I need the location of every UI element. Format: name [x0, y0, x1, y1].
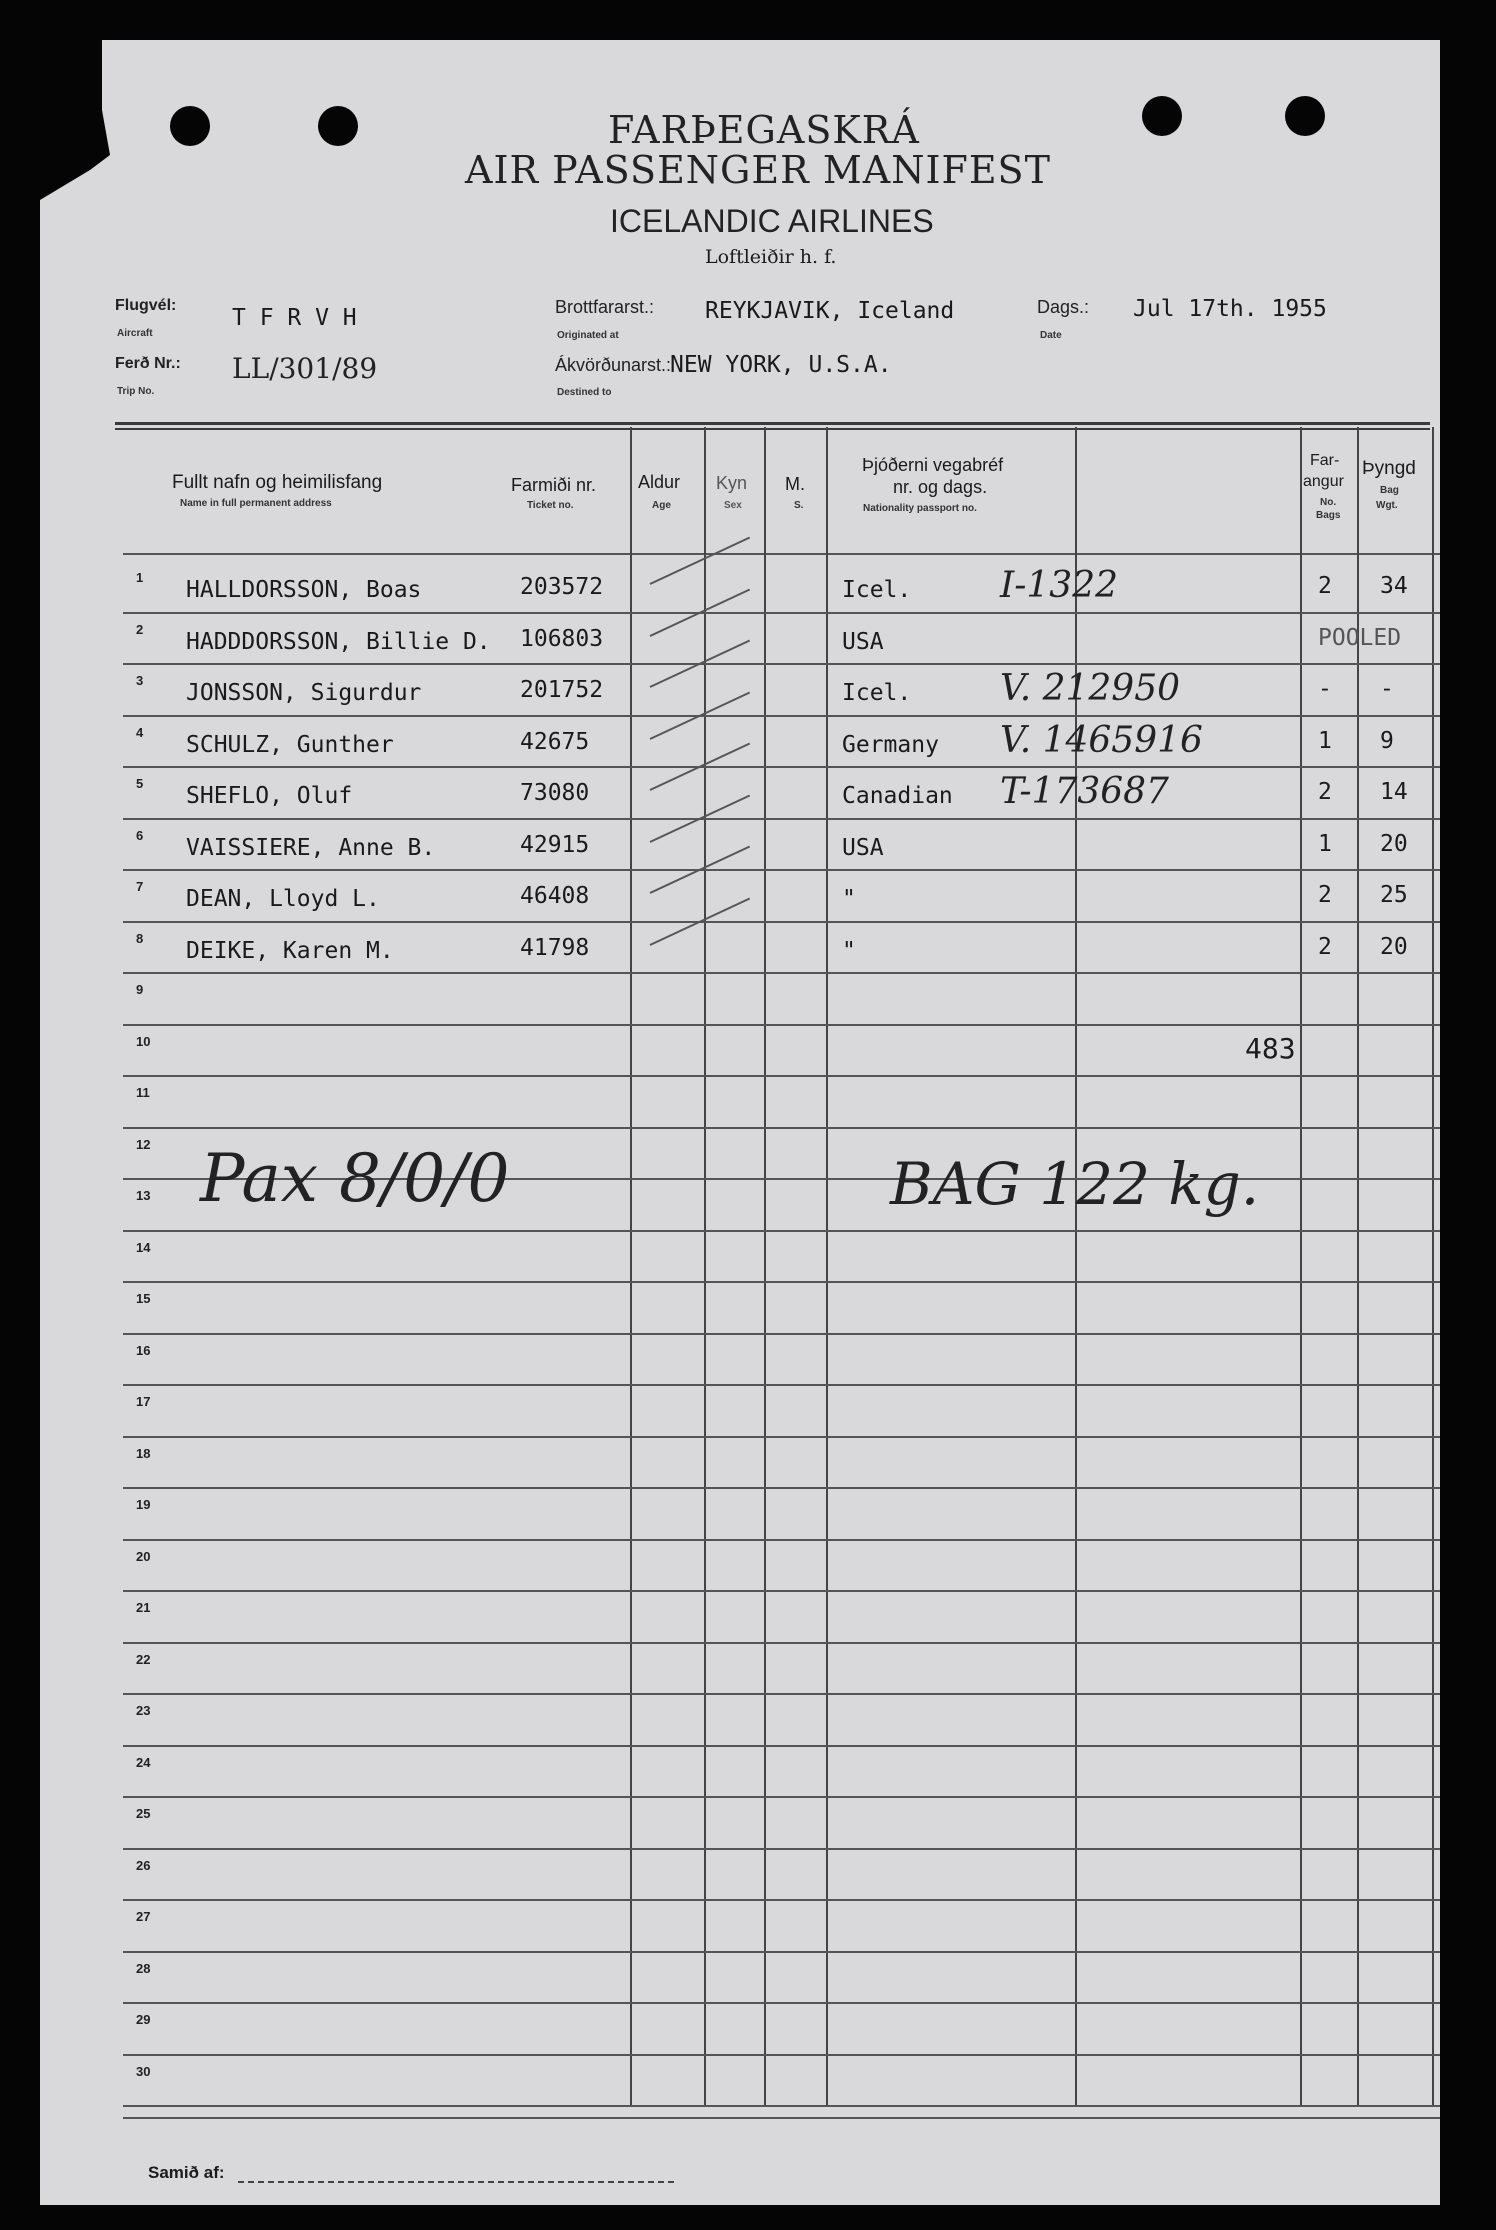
bag-count: 2: [1318, 933, 1332, 960]
row-number: 11: [136, 1085, 150, 1100]
bag-count: 2: [1318, 779, 1332, 805]
row-number: 7: [136, 879, 144, 894]
title-icelandic: FARÞEGASKRÁ: [608, 108, 920, 152]
col-weight-sub: Bag: [1380, 485, 1399, 496]
dest-label: Ákvörðunarst.:: [555, 355, 672, 375]
bag-count: 2: [1318, 882, 1332, 908]
row-rule: [123, 2054, 1440, 2056]
column-divider: [764, 427, 766, 2107]
row-rule: [123, 2002, 1440, 2004]
bag-weight: 9: [1380, 727, 1394, 754]
bag-weight: 25: [1380, 882, 1408, 908]
row-rule: [123, 1127, 1440, 1129]
row-number: 15: [136, 1291, 151, 1306]
ticket-number: 106803: [520, 625, 604, 652]
col-ticket-sub: Ticket no.: [527, 500, 574, 511]
row-rule: [123, 1693, 1440, 1695]
row-number: 14: [136, 1239, 151, 1255]
bag-weight: 14: [1380, 779, 1408, 805]
bag-weight: -: [1380, 676, 1394, 702]
col-name-sub: Name in full permanent address: [180, 498, 332, 509]
row-number: 9: [136, 982, 144, 997]
row-rule: [123, 715, 1440, 717]
col-bags-2: angur: [1303, 473, 1344, 490]
bag-weight-annotation: BAG 122 kg.: [890, 1150, 1260, 1218]
row-number: 3: [136, 673, 144, 688]
column-divider: [1357, 427, 1359, 2107]
row-number: 5: [136, 776, 144, 791]
pooled-mark: POOLED: [1318, 624, 1402, 651]
nationality: USA: [842, 834, 884, 861]
passenger-name: DEIKE, Karen M.: [186, 937, 394, 964]
row-rule: [123, 1848, 1440, 1850]
col-name: Fullt nafn og heimilisfang: [172, 472, 383, 493]
ticket-number: 41798: [520, 934, 590, 961]
trip-sub: Trip No.: [117, 386, 155, 397]
col-bags-sub-2: Bags: [1316, 510, 1341, 521]
dest-value: NEW YORK, U.S.A.: [670, 352, 892, 378]
row-rule: [123, 663, 1440, 665]
row-rule: [123, 2117, 1440, 2119]
row-rule: [123, 1075, 1440, 1077]
row-number: 23: [136, 1703, 151, 1718]
row-rule: [123, 612, 1440, 614]
passenger-name: HADDDORSSON, Billie D.: [186, 628, 491, 655]
airline-name: ICELANDIC AIRLINES: [610, 203, 934, 239]
row-number: 26: [136, 1857, 151, 1873]
passenger-name: VAISSIERE, Anne B.: [186, 834, 436, 861]
row-rule: [123, 869, 1440, 871]
nationality: Canadian: [842, 783, 953, 809]
origin-label: Brottfararst.:: [555, 297, 655, 317]
passport-number: T-173687: [1000, 771, 1169, 812]
passenger-name: JONSSON, Sigurdur: [186, 680, 422, 706]
col-age: Aldur: [638, 472, 681, 492]
row-number: 18: [136, 1445, 151, 1461]
row-rule: [123, 766, 1440, 768]
row-rule: [123, 1024, 1440, 1026]
trip-label: Ferð Nr.:: [115, 355, 181, 372]
row-rule: [123, 1487, 1440, 1489]
aircraft-label: Flugvél:: [115, 297, 177, 314]
row-rule: [123, 1951, 1440, 1953]
row-number: 17: [136, 1394, 151, 1409]
row-rule: [123, 1281, 1440, 1283]
col-age-sub: Age: [652, 500, 671, 511]
row-rule: [123, 1436, 1440, 1438]
row-number: 24: [136, 1754, 151, 1770]
column-divider: [630, 427, 632, 2107]
header-bottom-rule: [123, 553, 1440, 555]
total-number: 483: [1245, 1032, 1296, 1065]
col-nationality-2: nr. og dags.: [893, 477, 988, 497]
nationality: Germany: [842, 731, 939, 758]
origin-sub: Originated at: [557, 330, 619, 341]
signature-line: [238, 2181, 674, 2183]
bag-weight: 20: [1380, 933, 1408, 960]
col-nationality-sub: Nationality passport no.: [863, 503, 977, 514]
punch-hole: [318, 106, 358, 146]
punch-hole: [170, 106, 210, 146]
passenger-name: DEAN, Lloyd L.: [186, 886, 380, 912]
row-rule: [123, 818, 1440, 820]
row-rule: [123, 1539, 1440, 1541]
col-sex-sub: Sex: [724, 500, 742, 511]
nationality: ": [842, 937, 856, 964]
bag-weight: 34: [1380, 573, 1408, 599]
col-bags-sub: No.: [1320, 497, 1337, 508]
row-rule: [123, 1333, 1440, 1335]
pax-count-annotation: Pax 8/0/0: [200, 1140, 510, 1217]
row-number: 2: [136, 621, 144, 637]
row-number: 6: [136, 827, 144, 843]
row-number: 21: [136, 1600, 151, 1615]
dest-sub: Destined to: [557, 387, 612, 398]
row-rule: [123, 1230, 1440, 1232]
row-rule: [123, 1642, 1440, 1644]
column-divider: [1432, 427, 1434, 2107]
punch-hole: [1142, 96, 1182, 136]
trip-value: LL/301/89: [232, 352, 378, 385]
row-rule: [123, 1745, 1440, 1747]
row-rule: [123, 1384, 1440, 1386]
ticket-number: 42675: [520, 728, 590, 755]
col-ms: M.: [785, 474, 805, 494]
col-ms-sub: S.: [794, 500, 804, 511]
header-rule: [115, 422, 1430, 425]
origin-value: REYKJAVIK, Iceland: [705, 298, 955, 324]
ticket-number: 73080: [520, 780, 590, 806]
col-bags: Far-: [1310, 452, 1340, 469]
row-number: 30: [136, 2063, 151, 2079]
passport-number: I-1322: [1000, 565, 1119, 606]
bag-weight: 20: [1380, 830, 1408, 857]
aircraft-sub: Aircraft: [117, 328, 153, 339]
bag-count: 1: [1318, 830, 1332, 857]
column-divider: [704, 427, 706, 2107]
row-number: 27: [136, 1909, 151, 1924]
ticket-number: 46408: [520, 883, 590, 909]
ticket-number: 42915: [520, 831, 590, 858]
column-divider: [1300, 427, 1302, 2107]
ticket-number: 203572: [520, 574, 604, 600]
row-number: 1: [136, 570, 144, 585]
row-number: 16: [136, 1342, 151, 1358]
passenger-name: SCHULZ, Gunther: [186, 731, 394, 758]
col-sex: Kyn: [716, 473, 748, 493]
passport-number: V. 1465916: [1000, 719, 1203, 761]
row-rule: [123, 1899, 1440, 1901]
row-number: 25: [136, 1806, 151, 1821]
col-weight: Þyngd: [1362, 458, 1416, 479]
row-number: 28: [136, 1960, 151, 1976]
row-number: 13: [136, 1188, 151, 1203]
row-number: 19: [136, 1497, 151, 1512]
bag-count: -: [1318, 676, 1332, 702]
signed-by-label: Samið af:: [148, 2163, 225, 2182]
row-number: 4: [136, 724, 144, 740]
bag-count: 1: [1318, 727, 1332, 754]
date-label: Dags.:: [1037, 297, 1090, 317]
title-english: AIR PASSENGER MANIFEST: [465, 148, 1051, 192]
passport-number: V. 212950: [1000, 668, 1181, 709]
row-rule: [123, 921, 1440, 923]
passenger-name: HALLDORSSON, Boas: [186, 577, 422, 603]
col-nationality: Þjóðerni vegabréf: [862, 455, 1004, 475]
col-ticket: Farmiði nr.: [511, 475, 597, 495]
row-number: 12: [136, 1136, 151, 1152]
col-weight-sub-2: Wgt.: [1376, 500, 1398, 511]
date-sub: Date: [1040, 330, 1062, 341]
row-number: 20: [136, 1548, 151, 1564]
row-number: 29: [136, 2012, 151, 2027]
nationality: Icel.: [842, 577, 912, 603]
header-rule: [115, 428, 1430, 430]
passenger-name: SHEFLO, Oluf: [186, 783, 353, 809]
bag-count: 2: [1318, 573, 1332, 599]
column-divider: [826, 427, 828, 2107]
date-value: Jul 17th. 1955: [1133, 296, 1327, 322]
row-rule: [123, 2105, 1440, 2107]
nationality: ": [842, 886, 856, 912]
punch-hole: [1285, 96, 1325, 136]
ticket-number: 201752: [520, 677, 604, 703]
row-rule: [123, 972, 1440, 974]
nationality: USA: [842, 628, 884, 655]
row-number: 8: [136, 930, 144, 946]
company-name: Loftleiðir h. f.: [705, 246, 837, 268]
row-number: 10: [136, 1033, 151, 1049]
aircraft-value: T F R V H: [232, 305, 357, 331]
row-rule: [123, 1590, 1440, 1592]
row-rule: [123, 1796, 1440, 1798]
row-number: 22: [136, 1651, 151, 1667]
nationality: Icel.: [842, 680, 912, 706]
